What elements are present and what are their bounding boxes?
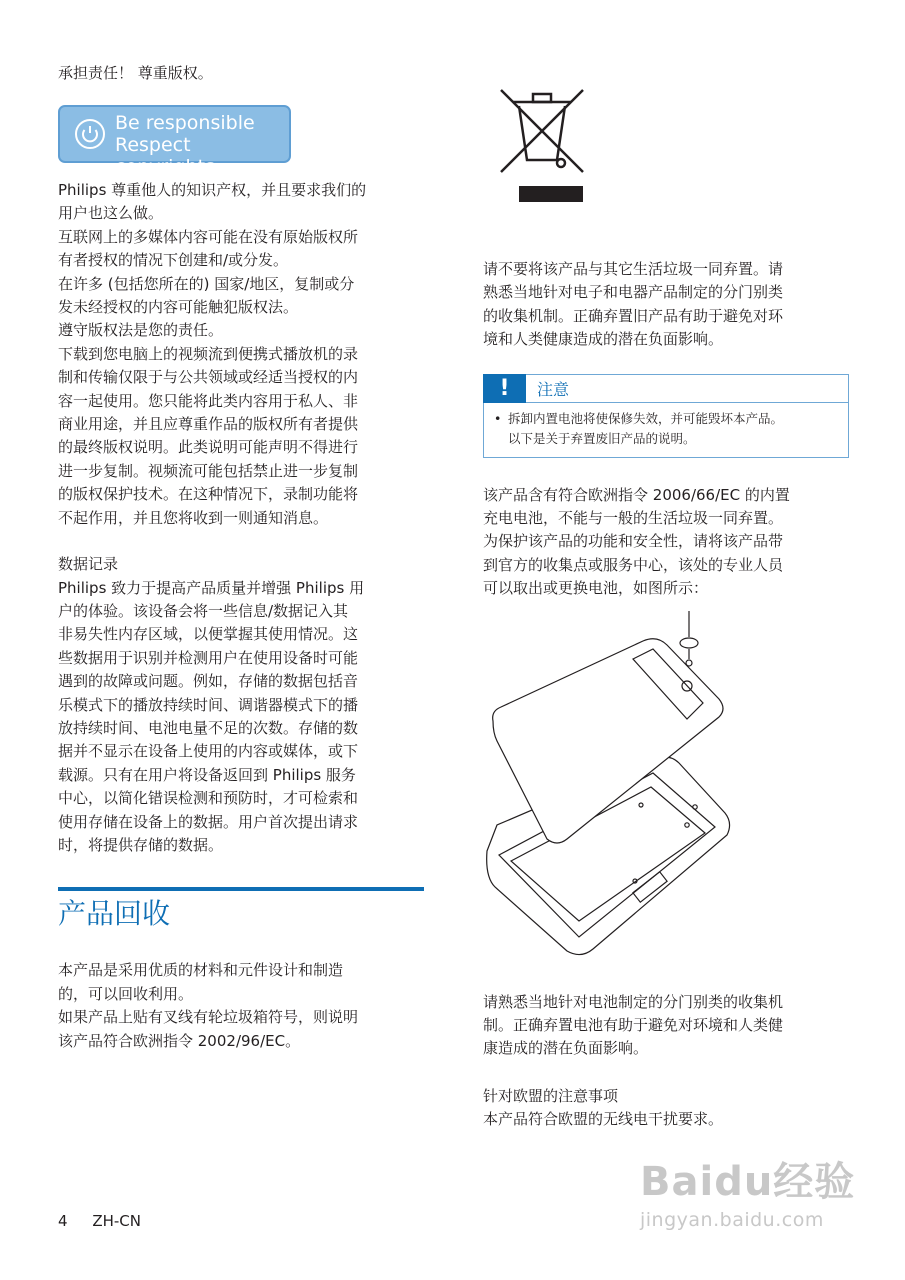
data-line: 些数据用于识别并检测用户在使用设备时可能 [58, 648, 359, 667]
copyright-line: 商业用途，并且应尊重作品的版权所有者提供 [58, 415, 359, 434]
recycle-line: 的，可以回收利用。 [58, 984, 194, 1003]
data-line: 非易失性内存区域，以便掌握其使用情况。这 [58, 625, 359, 644]
recycle-line: 如果产品上贴有叉线有轮垃圾箱符号，则说明 [58, 1008, 359, 1027]
disposal-line: 请不要将该产品与其它生活垃圾一同弃置。请 [483, 260, 784, 278]
data-logging-heading: 数据记录 [58, 555, 119, 574]
language-code: ZH-CN [92, 1212, 141, 1230]
caution-item [492, 409, 840, 429]
battery-line: 可以取出或更换电池，如图所示： [483, 579, 709, 598]
copyright-line: 发未经授权的内容可能触犯版权法。 [58, 298, 299, 317]
section-title-recycling: 产品回收 [58, 897, 171, 931]
recycle-line: 该产品符合欧洲指令 2002/96/EC。 [58, 1031, 301, 1050]
caution-title: 注意 [537, 379, 570, 399]
copyright-badge [58, 105, 291, 178]
caution-divider [526, 402, 848, 403]
eu-text: 本产品符合欧盟的无线电干扰要求。 [483, 1110, 724, 1129]
badge-text [115, 112, 289, 178]
badge-line-1: Be responsible [115, 112, 255, 134]
data-logging-paragraph [58, 577, 426, 858]
copyright-line: 的最终版权说明。此类说明可能声明不得进行 [58, 438, 359, 457]
left-column [58, 62, 426, 1053]
battery-disposal-paragraph [483, 991, 851, 1061]
watermark-url: jingyan.baidu.com [640, 1209, 824, 1231]
battery-disposal-line: 请熟悉当地针对电池制定的分门别类的收集机 [483, 992, 784, 1011]
copyright-line: 有者授权的情况下创建和/或分发。 [58, 251, 289, 270]
data-line: 户的体验。该设备会将一些信息/数据记入其 [58, 601, 349, 620]
copyright-line: 用户也这么做。 [58, 204, 164, 223]
disposal-line: 的收集机制。正确弃置旧产品有助于避免对环 [483, 306, 784, 325]
page-footer [58, 1212, 141, 1230]
data-line: 载源。只有在用户将设备返回到 Philips 服务 [58, 765, 356, 784]
battery-removal-diagram [483, 611, 743, 967]
recycle-line: 本产品是采用优质的材料和元件设计和制造 [58, 961, 344, 980]
right-column [483, 88, 851, 1132]
data-line: 据并不显示在设备上使用的内容或媒体，或下 [58, 742, 359, 761]
battery-disposal-line: 制。正确弃置电池有助于避免对环境和人类健 [483, 1016, 784, 1035]
caution-text-1: 拆卸内置电池将使保修失效，并可能毁坏本产品。 [508, 410, 784, 426]
caution-item-cont [492, 429, 840, 449]
badge-line-2: Respect copyrights [115, 134, 215, 178]
copyright-line: 制和传输仅限于与公共领域或经适当授权的内 [58, 368, 359, 387]
battery-line: 该产品含有符合欧洲指令 2006/66/EC 的内置 [483, 485, 790, 504]
battery-paragraph [483, 484, 851, 601]
data-line: 遇到的故障或问题。例如，存储的数据包括音 [58, 672, 359, 691]
copyright-line: 在许多 (包括您所在的) 国家/地区，复制或分 [58, 274, 355, 293]
caution-box [483, 374, 849, 458]
disposal-line: 境和人类健康造成的潜在负面影响。 [483, 330, 724, 349]
copyright-paragraph [58, 179, 426, 530]
copyright-line: 不起作用，并且您将收到一则通知消息。 [58, 508, 329, 527]
disposal-paragraph [483, 258, 851, 352]
crossed-bin-icon [497, 88, 587, 206]
eu-heading: 针对欧盟的注意事项 [483, 1086, 619, 1105]
data-line: 使用存储在设备上的数据。用户首次提出请求 [58, 812, 359, 831]
data-line: 中心，以简化错误检测和预防时，才可检索和 [58, 789, 359, 808]
copyright-heading: 承担责任！ 尊重版权。 [58, 64, 213, 82]
caution-icon: ! [483, 374, 526, 403]
copyright-line: 下载到您电脑上的视频流到便携式播放机的录 [58, 344, 359, 363]
watermark-logo: Baidu经验 [640, 1159, 856, 1205]
caution-text-2: 以下是关于弃置废旧产品的说明。 [508, 430, 696, 446]
battery-line: 到官方的收集点或服务中心，该处的专业人员 [483, 555, 784, 574]
power-circle-icon [74, 118, 106, 150]
page-number: 4 [58, 1212, 68, 1230]
copyright-line: Philips 尊重他人的知识产权，并且要求我们的 [58, 181, 367, 199]
baidu-watermark [640, 1150, 855, 1231]
battery-line: 充电电池，不能与一般的生活垃圾一同弃置。 [483, 509, 784, 528]
copyright-line: 容一起使用。您只能将此类内容用于私人、非 [58, 391, 359, 410]
disposal-line: 熟悉当地针对电子和电器产品制定的分门别类 [483, 283, 784, 302]
data-line: Philips 致力于提高产品质量并增强 Philips 用 [58, 578, 365, 597]
data-line: 时，将提供存储的数据。 [58, 835, 224, 854]
data-line: 乐模式下的播放持续时间、调谐器模式下的播 [58, 695, 359, 714]
battery-disposal-line: 康造成的潜在负面影响。 [483, 1039, 649, 1058]
battery-line: 为保护该产品的功能和安全性，请将该产品带 [483, 532, 784, 551]
copyright-line: 遵守版权法是您的责任。 [58, 321, 224, 340]
section-rule [58, 887, 424, 891]
recycling-paragraph [58, 959, 426, 1053]
copyright-line: 互联网上的多媒体内容可能在没有原始版权所 [58, 227, 359, 246]
copyright-line: 的版权保护技术。在这种情况下，录制功能将 [58, 485, 359, 504]
copyright-line: 进一步复制。视频流可能包括禁止进一步复制 [58, 461, 359, 480]
bullet: • [494, 410, 502, 426]
data-line: 放持续时间、电池电量不足的次数。存储的数 [58, 718, 359, 737]
